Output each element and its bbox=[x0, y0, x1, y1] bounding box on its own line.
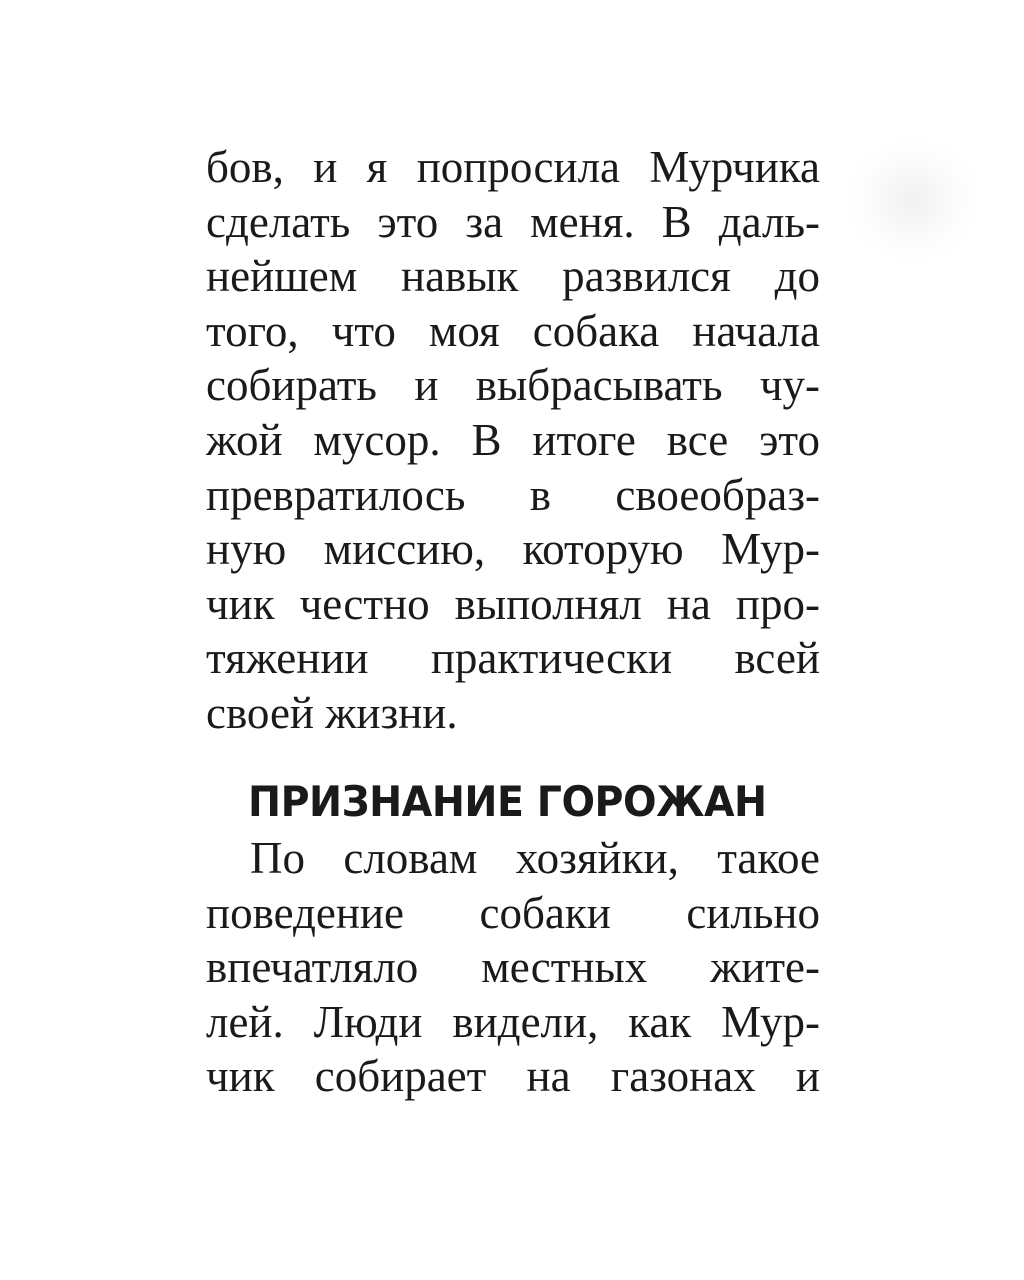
section-heading: ПРИЗНАНИЕ ГОРОЖАН bbox=[248, 777, 767, 826]
text-line: лей. Люди видели, как Мур- bbox=[206, 996, 820, 1047]
paragraph-1 bbox=[206, 140, 820, 741]
text-line: тяжении практически всей bbox=[206, 633, 820, 684]
text-line: собирать и выбрасывать чу- bbox=[206, 360, 820, 411]
text-line: жой мусор. В итоге все это bbox=[206, 414, 820, 465]
text-line: нейшем навык развился до bbox=[206, 251, 820, 302]
text-line: сделать это за меня. В даль- bbox=[206, 196, 820, 247]
page-smudge bbox=[848, 140, 978, 260]
text-line: превратилось в своеобраз- bbox=[206, 469, 820, 520]
paragraph-2 bbox=[206, 831, 820, 1104]
text-line: своей жизни. bbox=[206, 687, 458, 738]
text-line: чик честно выполнял на про- bbox=[206, 578, 820, 629]
text-line: поведение собаки сильно bbox=[206, 887, 820, 938]
text-line: ную миссию, которую Мур- bbox=[206, 524, 820, 575]
text-line: чик собирает на газонах и bbox=[206, 1051, 820, 1102]
text-line: того, что моя собака начала bbox=[206, 305, 820, 356]
text-line: По словам хозяйки, такое bbox=[250, 833, 820, 883]
text-line: впечатляло местных жите- bbox=[206, 942, 820, 993]
text-line: бов, и я попросила Мурчика bbox=[206, 142, 820, 192]
